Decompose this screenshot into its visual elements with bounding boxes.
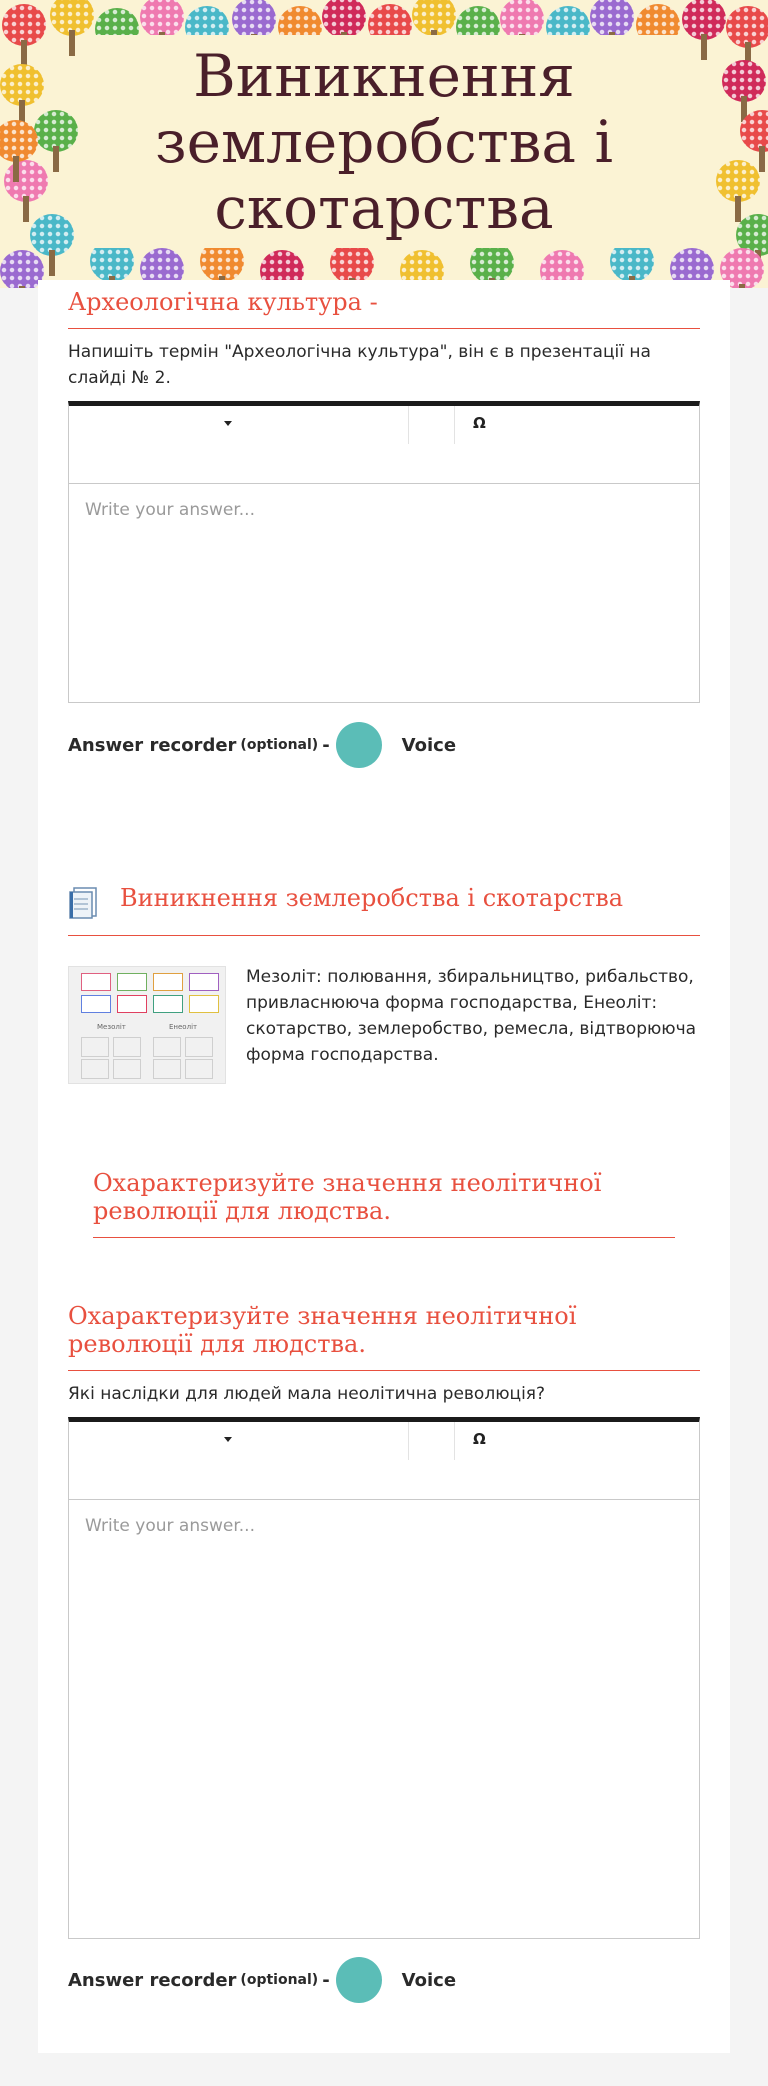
tree-decoration (726, 6, 768, 66)
recorder-label-2: Answer recorder (68, 1969, 237, 1991)
format-dropdown-2[interactable] (69, 1422, 409, 1460)
section4-divider (68, 1370, 700, 1371)
toolbar-button-2[interactable] (409, 1422, 455, 1460)
section3-divider (93, 1237, 675, 1238)
format-dropdown[interactable] (69, 406, 409, 444)
recorder-dash-2: - (322, 1969, 330, 1991)
page-title: Виникнення землеробства і скотарства (155, 41, 613, 242)
slide-thumbnail (68, 966, 226, 1084)
special-char-button[interactable]: Ω (473, 414, 486, 432)
tree-decoration (0, 120, 38, 180)
section1-prompt: Напишіть термін "Археологічна культура", він є в презентації на слайді № 2. (68, 342, 651, 388)
section4-heading: Охарактеризуйте значення неолітичної революції для людства. (68, 1302, 577, 1358)
tree-decoration (716, 160, 760, 220)
record-button-2[interactable] (336, 1957, 382, 2003)
caret-down-icon (224, 421, 232, 426)
recorder-optional: (optional) (240, 737, 319, 753)
record-button[interactable] (336, 722, 382, 768)
recorder-optional-2: (optional) (240, 1972, 319, 1988)
section1-heading: Археологічна культура - (68, 288, 378, 316)
section3-heading: Охарактеризуйте значення неолітичної революції для людства. (93, 1169, 602, 1225)
thumb-label-right: Енеоліт (169, 1023, 198, 1031)
editor-toolbar-1 (69, 406, 699, 484)
section2-heading: Виникнення землеробства і скотарства (120, 884, 624, 912)
answer-input-2[interactable]: Write your answer... (85, 1516, 255, 1536)
editor-toolbar-2 (69, 1422, 699, 1500)
header-banner (0, 0, 768, 288)
toolbar-button[interactable] (409, 406, 455, 444)
title-box (78, 35, 690, 248)
recorder-label: Answer recorder (68, 734, 237, 756)
section4-prompt: Які наслідки для людей мала неолітична революція? (68, 1384, 546, 1404)
section2-body: Мезоліт: полювання, збиральництво, рибальство, привласнююча форма господарства, Енеоліт: скотарство, землеробство, ремесла, відтворююча форма господарства. (246, 967, 697, 1065)
voice-label: Voice (401, 734, 457, 756)
answer-recorder-2 (68, 1957, 456, 2003)
tree-decoration (2, 4, 46, 64)
answer-recorder-1 (68, 722, 456, 768)
answer-editor-1 (68, 401, 700, 703)
voice-label-2: Voice (401, 1969, 457, 1991)
section2-divider (68, 935, 700, 936)
document-icon (68, 886, 100, 920)
special-char-button-2[interactable]: Ω (473, 1430, 486, 1448)
recorder-dash: - (322, 734, 330, 756)
caret-down-icon (224, 1437, 232, 1442)
section1-divider (68, 328, 700, 329)
thumb-label-left: Мезоліт (97, 1023, 126, 1031)
answer-editor-2 (68, 1417, 700, 1939)
answer-input-1[interactable]: Write your answer... (85, 500, 255, 520)
